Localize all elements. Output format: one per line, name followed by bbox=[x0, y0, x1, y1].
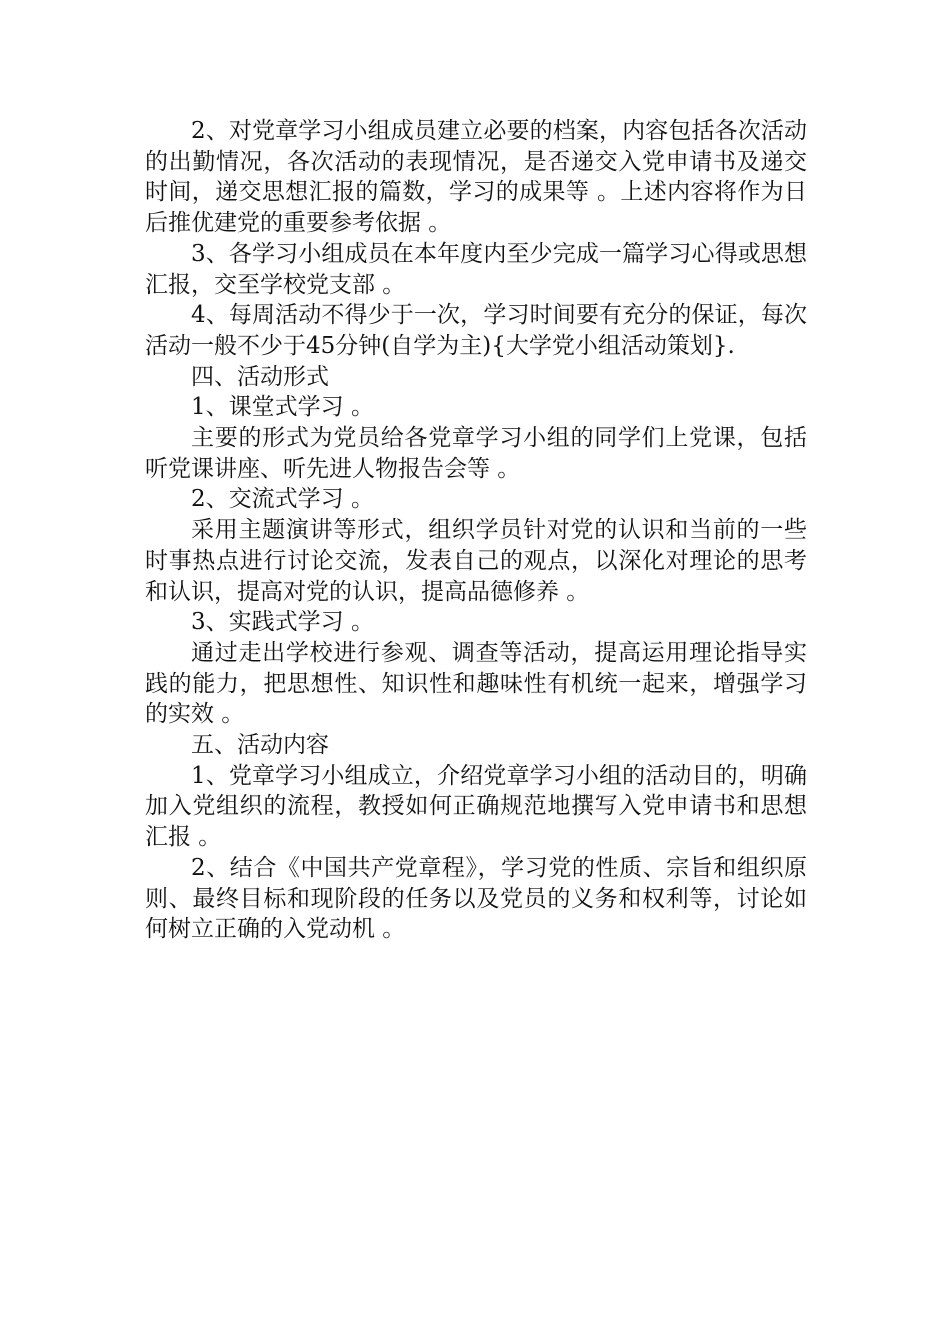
section-heading-activity-form: 四、活动形式 bbox=[191, 363, 329, 390]
document-body bbox=[145, 116, 807, 945]
paragraph-classroom-study: 主要的形式为党员给各党章学习小组的同学们上党课，包括听党课讲座、听先进人物报告会等 。 bbox=[145, 425, 807, 482]
subheading-classroom-study: 1、课堂式学习 。 bbox=[191, 394, 374, 421]
paragraph-weekly-activity: 4、每周活动不得少于一次，学习时间要有充分的保证，每次活动一般不少于45分钟(自学为主){大学党小组活动策划}. bbox=[145, 302, 807, 359]
paragraph-practice-study: 通过走出学校进行参观、调查等活动，提高运用理论指导实践的能力，把思想性、知识性和趣味性有机统一起来，增强学习的实效 。 bbox=[145, 639, 807, 728]
section-heading-activity-content: 五、活动内容 bbox=[191, 732, 329, 759]
paragraph-study-report: 3、各学习小组成员在本年度内至少完成一篇学习心得或思想汇报，交至学校党支部 。 bbox=[145, 240, 807, 298]
paragraph-exchange-study: 采用主题演讲等形式，组织学员针对党的认识和当前的一些时事热点进行讨论交流，发表自己的观点，以深化对理论的思考和认识，提高对党的认识，提高品德修养 。 bbox=[145, 517, 807, 605]
paragraph-group-founding: 1、党章学习小组成立，介绍党章学习小组的活动目的，明确加入党组织的流程，教授如何正确规范地撰写入党申请书和思想汇报 。 bbox=[145, 762, 807, 851]
subheading-exchange-study: 2、交流式学习 。 bbox=[191, 486, 374, 513]
subheading-practice-study: 3、实践式学习 。 bbox=[191, 609, 374, 636]
paragraph-archive-records: 2、对党章学习小组成员建立必要的档案，内容包括各次活动的出勤情况，各次活动的表现情况，是否递交入党申请书及递交时间，递交思想汇报的篇数，学习的成果等 。上述内容将作为日后推优建党的重要参考依据 。 bbox=[145, 118, 807, 237]
paragraph-party-constitution: 2、结合《中国共产党章程》，学习党的性质、宗旨和组织原则、最终目标和现阶段的任务以及党员的义务和权利等，讨论如何树立正确的入党动机 。 bbox=[145, 854, 807, 943]
